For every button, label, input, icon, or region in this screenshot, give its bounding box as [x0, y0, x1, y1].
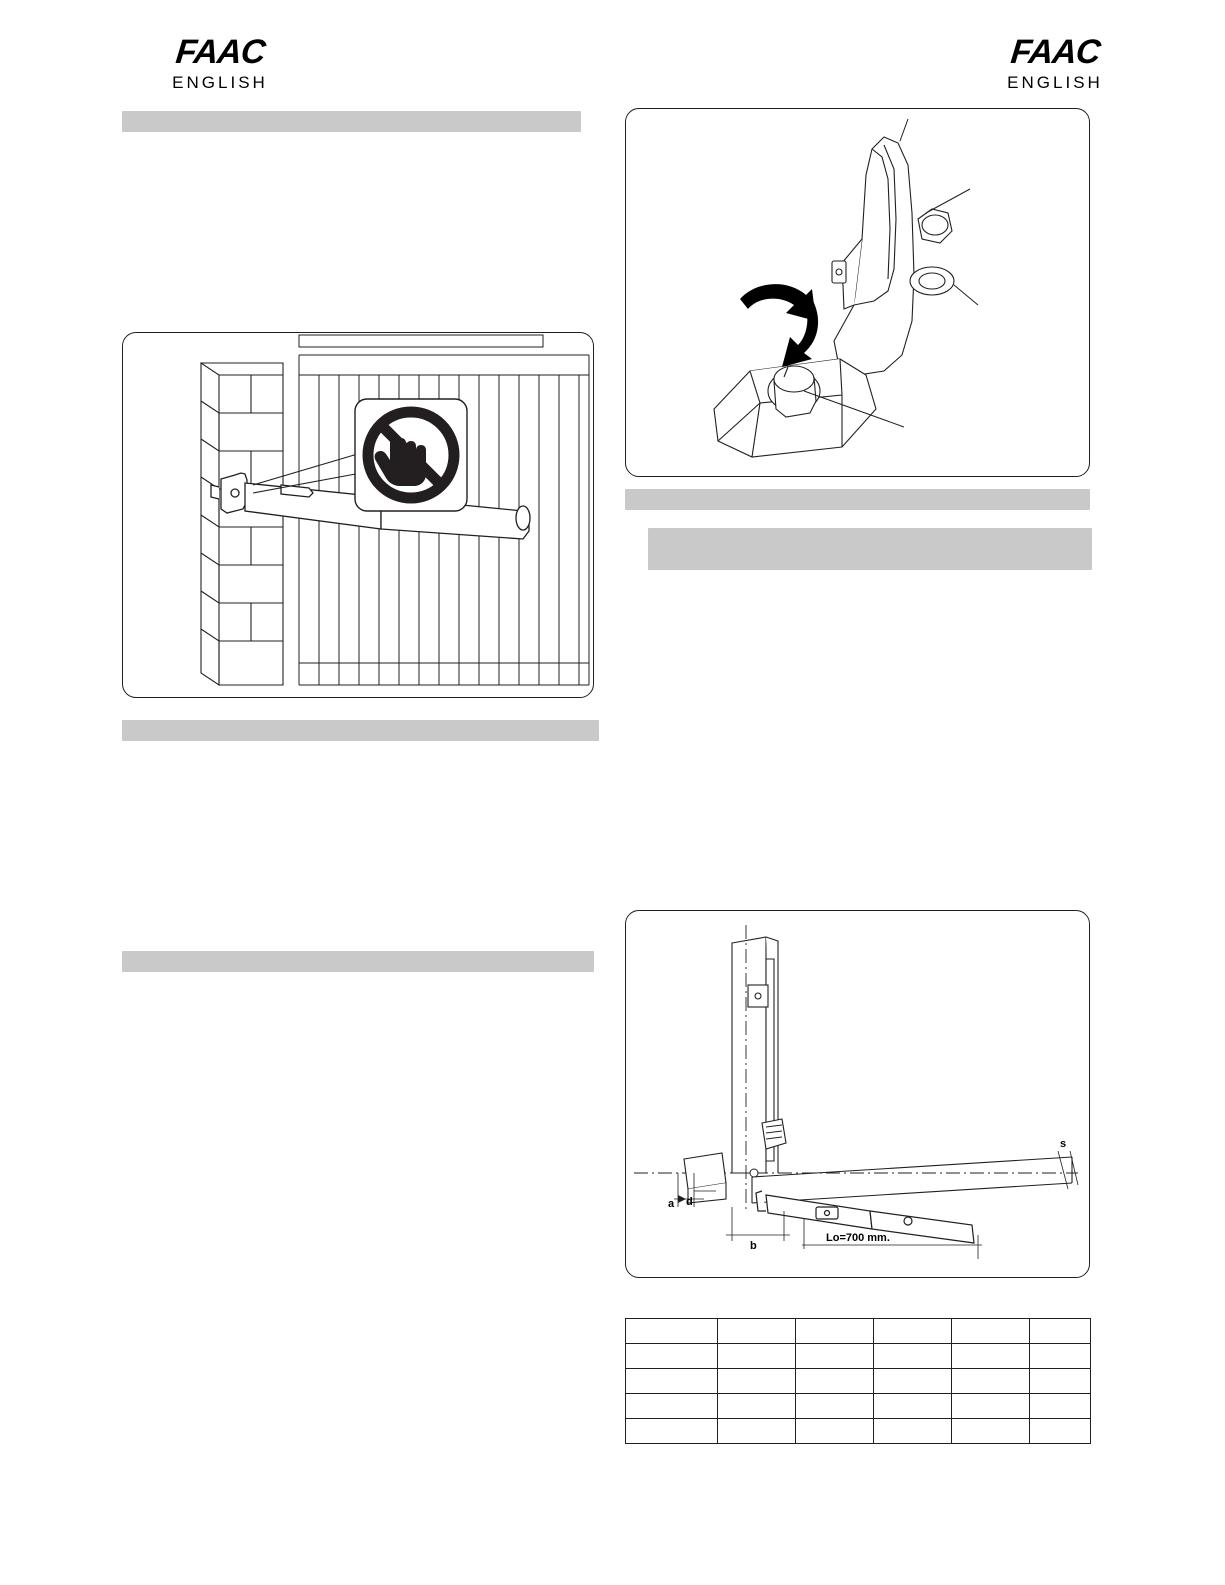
brand-left — [120, 34, 320, 94]
right-heading-bar-1 — [625, 489, 1090, 510]
brand-right — [955, 34, 1155, 94]
brick-pillar — [201, 363, 283, 685]
label-b: b — [750, 1240, 757, 1252]
installation-dimensions-table — [625, 1318, 1091, 1444]
table-cell — [1030, 1394, 1091, 1419]
label-lo: Lo=700 mm. — [826, 1232, 890, 1244]
table-row — [626, 1369, 1091, 1394]
table-cell — [874, 1344, 952, 1369]
figure-manual-release-device — [625, 108, 1090, 477]
table-header-cell — [718, 1319, 796, 1344]
left-heading-bar-1 — [122, 111, 581, 132]
no-hands-prohibition-sign — [355, 399, 467, 511]
right-subheading-bar — [648, 528, 1092, 570]
table-cell — [796, 1419, 874, 1444]
table-cell — [874, 1419, 952, 1444]
table-cell — [1030, 1344, 1091, 1369]
table-cell — [718, 1419, 796, 1444]
table-row — [626, 1344, 1091, 1369]
table-cell — [796, 1394, 874, 1419]
leader-line — [253, 453, 361, 485]
language-label-right: ENGLISH — [1007, 73, 1103, 92]
table-cell — [1030, 1369, 1091, 1394]
table-header-cell — [796, 1319, 874, 1344]
table-header-cell — [626, 1319, 718, 1344]
language-label-left: ENGLISH — [172, 73, 268, 92]
table-cell — [626, 1369, 718, 1394]
label-d: d — [686, 1196, 693, 1208]
table-cell — [952, 1419, 1030, 1444]
table-header-cell — [874, 1319, 952, 1344]
table-cell — [952, 1369, 1030, 1394]
table-cell — [626, 1344, 718, 1369]
table-row — [626, 1419, 1091, 1444]
table-cell — [718, 1394, 796, 1419]
table-cell — [796, 1369, 874, 1394]
faac-logo-right: FAAC — [1008, 33, 1102, 71]
table-header-cell — [952, 1319, 1030, 1344]
faac-logo-left: FAAC — [173, 33, 267, 71]
table-cell — [1030, 1419, 1091, 1444]
table-header-row — [626, 1319, 1091, 1344]
label-s: s — [1060, 1138, 1067, 1150]
gate-leaf-top-edge — [752, 1157, 1072, 1177]
table-cell — [874, 1394, 952, 1419]
table-header-cell — [1030, 1319, 1091, 1344]
left-heading-bar-2 — [122, 720, 599, 741]
table-cell — [952, 1394, 1030, 1419]
table-cell — [874, 1369, 952, 1394]
table-cell — [626, 1419, 718, 1444]
table-row — [626, 1394, 1091, 1419]
table-cell — [718, 1369, 796, 1394]
table-cell — [796, 1344, 874, 1369]
table-cell — [626, 1394, 718, 1419]
table-cell — [718, 1344, 796, 1369]
figure-warning-label-on-operator — [122, 332, 594, 698]
figure-installation-dimensions — [625, 910, 1090, 1278]
left-heading-bar-3 — [122, 951, 594, 972]
table-cell — [952, 1344, 1030, 1369]
label-a: a — [668, 1198, 675, 1210]
curved-arrow — [740, 284, 818, 367]
